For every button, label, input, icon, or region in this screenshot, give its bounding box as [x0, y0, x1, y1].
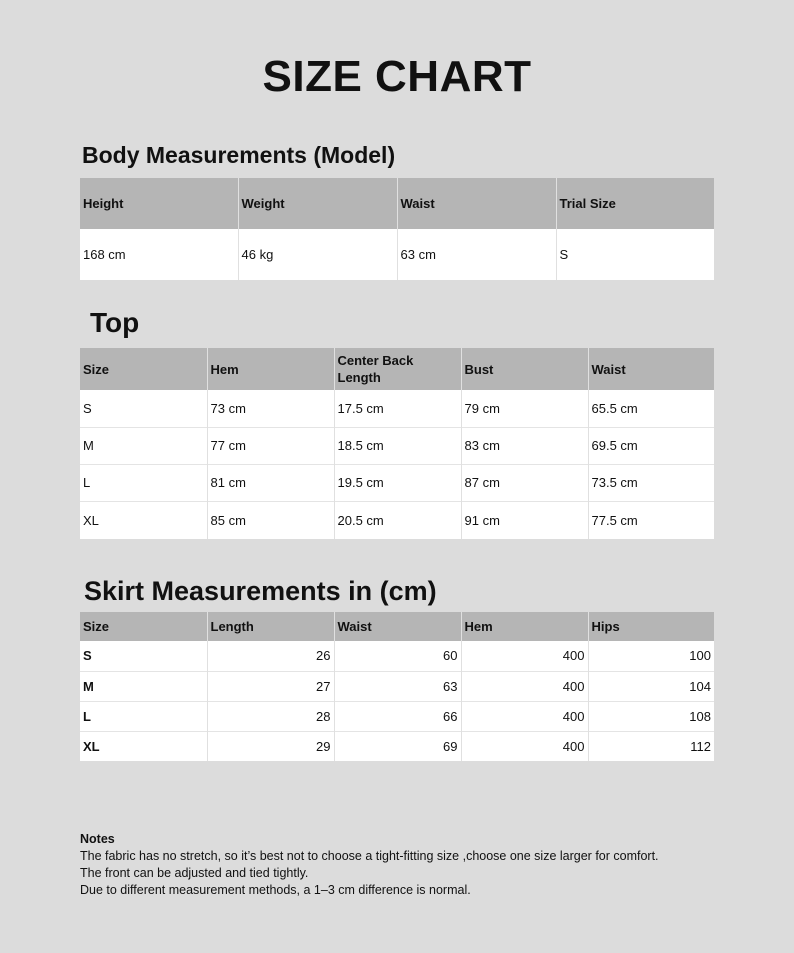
header-cell: Center Back Length	[334, 348, 461, 390]
table-cell: S	[80, 641, 207, 671]
table-cell: 79 cm	[461, 390, 588, 427]
header-cell: Bust	[461, 348, 588, 390]
table-cell: 46 kg	[238, 229, 397, 280]
table-cell: 19.5 cm	[334, 464, 461, 501]
table-cell: 400	[461, 701, 588, 731]
table-row	[80, 501, 714, 539]
notes-section	[80, 831, 659, 899]
table-header-row	[80, 612, 714, 641]
header-cell: Hem	[461, 612, 588, 641]
header-cell: Hem	[207, 348, 334, 390]
top-title: Top	[90, 307, 140, 338]
table-cell: 29	[207, 731, 334, 761]
table-cell: 77.5 cm	[588, 501, 714, 539]
header-cell: Trial Size	[556, 178, 714, 229]
table-row	[80, 641, 714, 671]
table-cell: 100	[588, 641, 714, 671]
skirt-table	[80, 612, 714, 761]
header-cell: Length	[207, 612, 334, 641]
notes-line: The fabric has no stretch, so it’s best not to choose a tight-fitting size ,choose one size larger for comfort.	[80, 849, 659, 863]
table-cell: 104	[588, 671, 714, 701]
table-cell: 400	[461, 671, 588, 701]
table-cell: M	[80, 671, 207, 701]
table-cell: S	[80, 390, 207, 427]
table-row	[80, 464, 714, 501]
table-cell: 17.5 cm	[334, 390, 461, 427]
table-cell: 66	[334, 701, 461, 731]
table-cell: 400	[461, 731, 588, 761]
notes-title: Notes	[80, 832, 115, 846]
body-measurements-title: Body Measurements (Model)	[82, 142, 396, 168]
page-title: SIZE CHART	[262, 52, 532, 101]
table-cell: 112	[588, 731, 714, 761]
header-cell: Size	[80, 612, 207, 641]
table-cell: 18.5 cm	[334, 427, 461, 464]
table-cell: 91 cm	[461, 501, 588, 539]
table-cell: 83 cm	[461, 427, 588, 464]
header-cell: Waist	[588, 348, 714, 390]
table-cell: 69.5 cm	[588, 427, 714, 464]
table-cell: M	[80, 427, 207, 464]
header-cell: Size	[80, 348, 207, 390]
table-cell: 65.5 cm	[588, 390, 714, 427]
table-cell: 26	[207, 641, 334, 671]
table-cell: 87 cm	[461, 464, 588, 501]
table-header-row	[80, 348, 714, 390]
table-cell: 20.5 cm	[334, 501, 461, 539]
table-cell: 28	[207, 701, 334, 731]
table-row	[80, 427, 714, 464]
table-cell: 400	[461, 641, 588, 671]
notes-line: The front can be adjusted and tied tightly.	[80, 866, 309, 880]
table-cell: L	[80, 701, 207, 731]
table-header-row	[80, 178, 714, 229]
header-cell: Height	[80, 178, 238, 229]
table-cell: 73 cm	[207, 390, 334, 427]
table-cell: 77 cm	[207, 427, 334, 464]
table-cell: 27	[207, 671, 334, 701]
header-cell: Waist	[334, 612, 461, 641]
header-cell: Hips	[588, 612, 714, 641]
table-row	[80, 701, 714, 731]
notes-line: Due to different measurement methods, a 1–3 cm difference is normal.	[80, 883, 471, 897]
table-cell: 63 cm	[397, 229, 556, 280]
table-cell: 63	[334, 671, 461, 701]
table-cell: L	[80, 464, 207, 501]
table-row	[80, 390, 714, 427]
table-cell: 69	[334, 731, 461, 761]
table-cell: 168 cm	[80, 229, 238, 280]
table-cell: 60	[334, 641, 461, 671]
table-cell: S	[556, 229, 714, 280]
table-row	[80, 731, 714, 761]
top-table	[80, 348, 714, 539]
header-cell: Weight	[238, 178, 397, 229]
table-cell: 73.5 cm	[588, 464, 714, 501]
table-cell: 85 cm	[207, 501, 334, 539]
table-cell: 108	[588, 701, 714, 731]
skirt-title: Skirt Measurements in (cm)	[84, 576, 437, 606]
table-row	[80, 229, 714, 280]
table-row	[80, 671, 714, 701]
body-measurements-table	[80, 178, 714, 280]
table-cell: XL	[80, 731, 207, 761]
table-cell: 81 cm	[207, 464, 334, 501]
header-cell: Waist	[397, 178, 556, 229]
table-cell: XL	[80, 501, 207, 539]
